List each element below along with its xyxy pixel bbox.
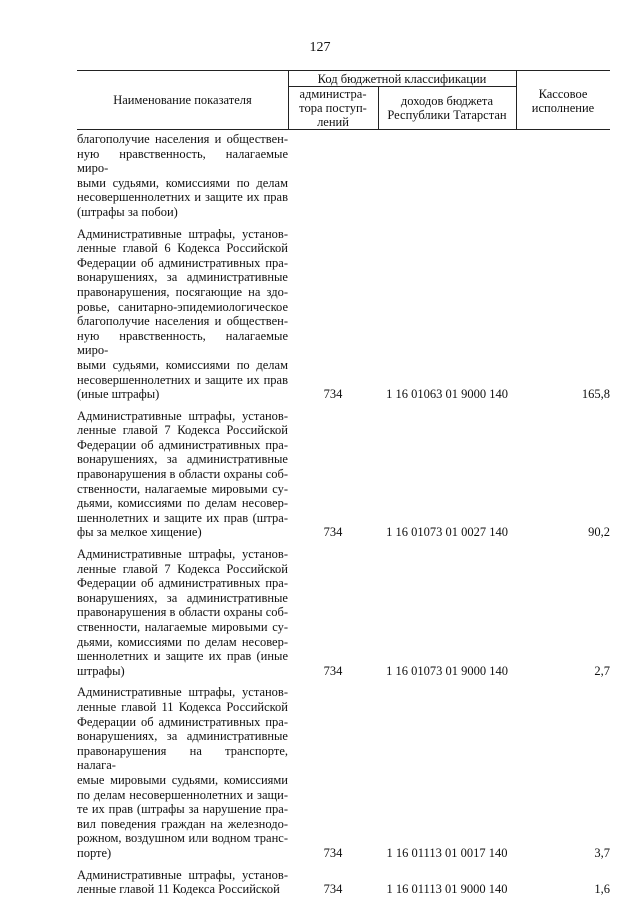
table-row bbox=[77, 547, 610, 678]
row-name-line: ственности, налагаемые мировыми су- bbox=[77, 481, 288, 496]
row-name-line: (штрафы за побои) bbox=[77, 204, 178, 219]
page-number: 127 bbox=[309, 40, 331, 55]
row-name-line: вил поведения граждан на железнодо- bbox=[77, 816, 288, 831]
table-row bbox=[77, 227, 610, 402]
header-admin bbox=[288, 87, 378, 129]
row-admin-code: 734 bbox=[323, 845, 343, 860]
row-name-line: ственности, налагаемые мировыми су- bbox=[77, 620, 288, 634]
header-cash-line: исполнение bbox=[531, 101, 595, 115]
header-income bbox=[378, 94, 516, 122]
row-name-line: Административные штрафы, установ- bbox=[77, 547, 288, 562]
row-name-line: ровье, санитарно-эпидемиологическое bbox=[77, 299, 288, 314]
row-name bbox=[77, 547, 288, 678]
table-row bbox=[77, 132, 610, 220]
row-name-line: ную нравственность, налагаемые миро- bbox=[77, 146, 288, 176]
row-admin-code: 734 bbox=[323, 525, 343, 540]
row-name-line: ленные главой 7 Кодекса Российской bbox=[77, 561, 288, 576]
row-name-line: ленные главой 6 Кодекса Российской bbox=[77, 241, 288, 256]
row-name-line: штрафы) bbox=[77, 663, 125, 678]
row-name bbox=[77, 868, 288, 897]
row-name-line: ленные главой 7 Кодекса Российской bbox=[77, 423, 288, 438]
row-admin-code: 734 bbox=[323, 882, 343, 897]
row-name-line: Федерации об административных пра- bbox=[77, 255, 288, 270]
header-group: Код бюджетной классификации bbox=[317, 72, 487, 86]
row-name bbox=[77, 132, 288, 220]
row-name-line: правонарушения в области охраны соб- bbox=[77, 467, 289, 482]
row-name-line: (иные штрафы) bbox=[77, 387, 160, 402]
row-name-line: те их прав (штрафы за нарушение пра- bbox=[77, 802, 288, 817]
row-name-line: Федерации об административных пра- bbox=[77, 714, 288, 729]
row-income-code: 1 16 01113 01 9000 140 bbox=[386, 882, 508, 897]
row-name-line: ленные главой 11 Кодекса Российской bbox=[77, 882, 280, 897]
table-header bbox=[77, 70, 610, 130]
row-admin-code: 734 bbox=[323, 387, 343, 402]
row-name-line: благополучие населения и обществен- bbox=[77, 132, 288, 146]
row-amount: 165,8 bbox=[581, 387, 610, 402]
row-admin-code: 734 bbox=[323, 663, 343, 678]
header-cash-line: Кассовое bbox=[538, 87, 588, 101]
header-admin-line: тора поступ- bbox=[299, 101, 367, 115]
row-name-line: ную нравственность, налагаемые миро- bbox=[77, 328, 288, 358]
row-amount: 3,7 bbox=[594, 845, 610, 860]
header-income-line: Республики Татарстан bbox=[387, 108, 507, 122]
table-body bbox=[77, 132, 610, 897]
row-name-line: ленные главой 11 Кодекса Российской bbox=[77, 699, 288, 714]
header-admin-line: администра- bbox=[299, 87, 367, 101]
row-name-line: Административные штрафы, установ- bbox=[77, 408, 288, 423]
row-name-line: по делам несовершеннолетних и защи- bbox=[77, 787, 288, 802]
header-name: Наименование показателя bbox=[113, 93, 252, 107]
row-name-line: выми судьями, комиссиями по делам bbox=[77, 357, 288, 372]
row-name-line: Федерации об административных пра- bbox=[77, 576, 288, 591]
row-name-line: рожном, воздушном или водном транс- bbox=[77, 831, 288, 846]
row-name-line: дьями, комиссиями по делам несовер- bbox=[77, 634, 288, 649]
row-income-code: 1 16 01063 01 9000 140 bbox=[386, 387, 508, 402]
row-name-line: дьями, комиссиями по делам несовер- bbox=[77, 496, 288, 511]
table-row bbox=[77, 868, 610, 897]
row-amount: 90,2 bbox=[588, 525, 610, 540]
row-amount: 1,6 bbox=[594, 882, 610, 897]
row-name bbox=[77, 685, 288, 860]
row-name-line: выми судьями, комиссиями по делам bbox=[77, 175, 288, 190]
row-name-line: вонарушениях, за административные bbox=[77, 270, 288, 285]
row-income-code: 1 16 01073 01 9000 140 bbox=[386, 663, 508, 678]
budget-table bbox=[77, 70, 610, 897]
row-name-line: емые мировыми судьями, комиссиями bbox=[77, 772, 288, 787]
row-name bbox=[77, 409, 288, 540]
row-name-line: Федерации об административных пра- bbox=[77, 437, 288, 452]
row-name-line: фы за мелкое хищение) bbox=[77, 525, 202, 540]
row-name-line: шеннолетних и защите их прав (штра- bbox=[77, 510, 288, 525]
row-name-line: правонарушения на транспорте, налага- bbox=[77, 743, 288, 773]
row-name-line: несовершеннолетних и защите их прав bbox=[77, 190, 288, 205]
row-name-line: шеннолетних и защите их прав (иные bbox=[77, 649, 288, 664]
header-income-line: доходов бюджета bbox=[400, 94, 494, 108]
header-admin-line: лений bbox=[317, 115, 349, 129]
row-name-line: несовершеннолетних и защите их прав bbox=[77, 372, 288, 387]
row-name-line: вонарушениях, за административные bbox=[77, 452, 288, 467]
row-name-line: Административные штрафы, установ- bbox=[77, 226, 288, 241]
row-name-line: благополучие населения и обществен- bbox=[77, 314, 288, 329]
row-income-code: 1 16 01113 01 0017 140 bbox=[386, 845, 508, 860]
row-name-line: правонарушения, посягающие на здо- bbox=[77, 284, 288, 299]
row-name bbox=[77, 227, 288, 402]
row-name-line: правонарушения в области охраны соб- bbox=[77, 605, 289, 620]
table-row bbox=[77, 409, 610, 540]
row-name-line: Административные штрафы, установ- bbox=[77, 867, 288, 882]
row-name-line: вонарушениях, за административные bbox=[77, 590, 288, 605]
row-name-line: порте) bbox=[77, 845, 112, 860]
header-cash bbox=[516, 87, 610, 115]
row-name-line: вонарушениях, за административные bbox=[77, 729, 288, 744]
row-amount: 2,7 bbox=[594, 663, 610, 678]
table-row bbox=[77, 685, 610, 860]
row-income-code: 1 16 01073 01 0027 140 bbox=[386, 525, 508, 540]
row-name-line: Административные штрафы, установ- bbox=[77, 685, 288, 700]
